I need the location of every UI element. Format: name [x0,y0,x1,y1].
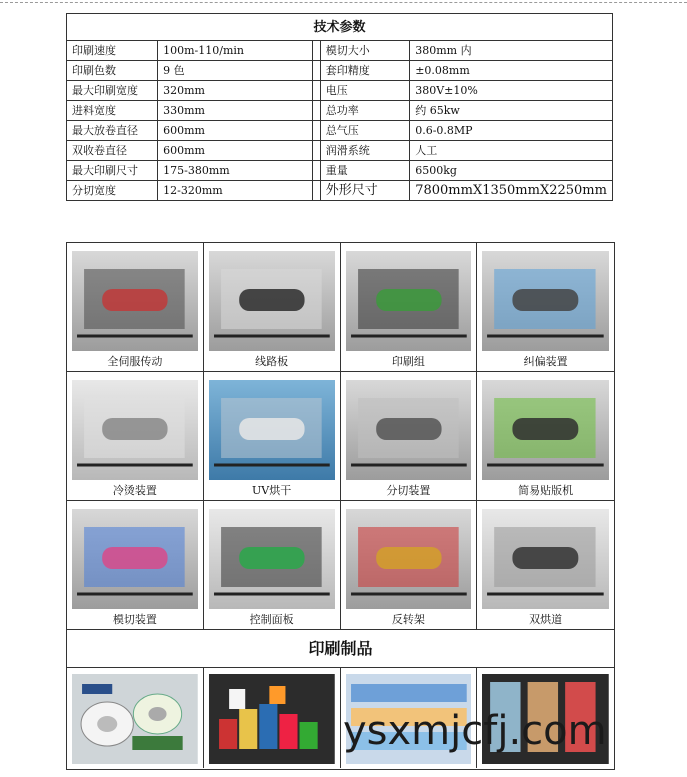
spec-param-name: 总气压 [320,121,409,141]
feature-photo [209,509,335,609]
spec-param-name: 分切宽度 [67,181,158,201]
spec-param-value: 320mm [158,81,313,101]
spec-column-separator [312,161,320,181]
spec-column-separator [312,121,320,141]
spec-param-value: 约 65kw [410,101,613,121]
spec-param-name: 润滑系统 [320,141,409,161]
spec-table-body [67,41,613,201]
feature-cell [204,243,341,372]
feature-cell [67,243,204,372]
spec-param-name: 外形尺寸 [320,181,409,201]
spec-column-separator [312,41,320,61]
feature-caption: 线路板 [255,355,289,368]
product-image [209,674,335,764]
spec-param-name: 印刷色数 [67,61,158,81]
spec-param-value: ±0.08mm [410,61,613,81]
page-top-divider [0,2,687,3]
feature-photo [346,509,472,609]
products-title: 印刷制品 [67,630,614,668]
product-photo-cans [204,668,341,768]
spec-column-separator [312,81,320,101]
feature-caption: 简易贴版机 [518,484,574,497]
feature-photo [346,380,472,480]
feature-photo [209,251,335,351]
feature-caption: 控制面板 [249,613,294,626]
feature-cell [204,501,341,630]
feature-photo [482,251,609,351]
spec-param-name: 印刷速度 [67,41,158,61]
spec-column-separator [312,181,320,201]
feature-cell [341,372,478,501]
product-image [72,674,198,764]
spec-row [67,121,613,141]
product-photo-tapes [67,668,204,768]
spec-table-title: 技术参数 [67,14,613,41]
feature-caption: 双烘道 [529,613,563,626]
product-image [482,674,609,764]
feature-photo [72,380,198,480]
spec-param-value: 330mm [158,101,313,121]
spec-param-value: 600mm [158,141,313,161]
feature-photo [482,380,609,480]
spec-row [67,141,613,161]
spec-param-name: 最大印刷宽度 [67,81,158,101]
spec-param-value: 380mm 内 [410,41,613,61]
spec-param-name: 双收卷直径 [67,141,158,161]
spec-param-value: 100m-110/min [158,41,313,61]
feature-photo [72,509,198,609]
spec-param-value: 人工 [410,141,613,161]
feature-grid [67,243,614,630]
spec-column-separator [312,101,320,121]
spec-param-name: 模切大小 [320,41,409,61]
spec-column-separator [312,61,320,81]
spec-param-name: 套印精度 [320,61,409,81]
spec-param-name: 重量 [320,161,409,181]
spec-column-separator [312,141,320,161]
feature-photo [72,251,198,351]
spec-param-value: 380V±10% [410,81,613,101]
spec-param-value: 6500kg [410,161,613,181]
feature-caption: 冷烫装置 [112,484,157,497]
feature-cell [341,243,478,372]
feature-cell [477,243,614,372]
spec-param-value: 7800mmX1350mmX2250mm [410,181,613,201]
feature-photo [209,380,335,480]
spec-param-value: 175-380mm [158,161,313,181]
watermark-text: ysxmjcfj.com [343,708,607,754]
feature-caption: 分切装置 [386,484,431,497]
spec-param-value: 12-320mm [158,181,313,201]
spec-table [66,13,613,201]
spec-row [67,61,613,81]
spec-param-name: 总功率 [320,101,409,121]
feature-cell [477,501,614,630]
spec-param-name: 最大放卷直径 [67,121,158,141]
spec-param-value: 9 色 [158,61,313,81]
feature-caption: UV烘干 [252,484,292,497]
feature-caption: 印刷组 [391,355,425,368]
feature-caption: 全伺服传动 [107,355,163,368]
spec-row [67,81,613,101]
spec-param-name: 进料宽度 [67,101,158,121]
feature-cell [67,372,204,501]
feature-cell [341,501,478,630]
feature-caption: 反转架 [391,613,425,626]
products-row [67,668,614,768]
feature-gallery [66,242,615,770]
spec-row [67,101,613,121]
product-photo-labels [341,668,478,768]
feature-cell [204,372,341,501]
feature-photo [482,509,609,609]
feature-caption: 模切装置 [112,613,157,626]
feature-cell [477,372,614,501]
spec-row [67,41,613,61]
spec-param-name: 电压 [320,81,409,101]
product-photo-prints [477,668,614,768]
spec-row [67,161,613,181]
spec-param-name: 最大印刷尺寸 [67,161,158,181]
spec-row [67,181,613,201]
feature-photo [346,251,472,351]
product-image [346,674,472,764]
spec-param-value: 600mm [158,121,313,141]
feature-caption: 纠偏装置 [523,355,568,368]
feature-cell [67,501,204,630]
spec-param-value: 0.6-0.8MP [410,121,613,141]
